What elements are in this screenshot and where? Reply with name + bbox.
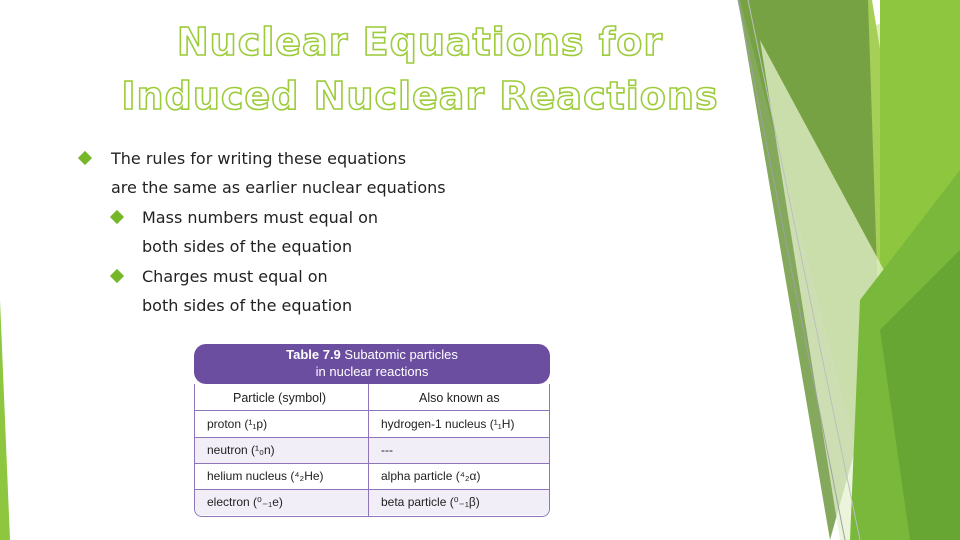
table-body [194, 384, 550, 517]
column-header-also-known-as: Also known as [419, 391, 500, 405]
table-cell: proton (¹₁p) [207, 417, 268, 431]
table-divider [195, 489, 549, 490]
title-line-2: Induced Nuclear Reactions [121, 74, 719, 118]
table-number: Table 7.9 [286, 347, 341, 362]
table-cell: electron (⁰₋₁e) [207, 495, 283, 509]
table-cell: --- [381, 443, 393, 457]
table-column-divider [368, 384, 369, 516]
bullet-1-line-1: The rules for writing these equations [111, 149, 407, 168]
bullet-3-line-1: Charges must equal on [142, 267, 328, 286]
column-header-particle: Particle (symbol) [233, 391, 327, 405]
table-cell: beta particle (⁰₋₁β) [381, 495, 480, 509]
table-caption-line-1: Subatomic particles [344, 347, 458, 362]
subatomic-particles-table [194, 344, 550, 518]
table-row [195, 463, 549, 489]
table-cell: helium nucleus (⁴₂He) [207, 469, 324, 483]
table-cell: hydrogen-1 nucleus (¹₁H) [381, 417, 515, 431]
bullet-2-line-2: both sides of the equation [142, 237, 353, 256]
title-line-1: Nuclear Equations for [176, 20, 664, 64]
table-divider [195, 463, 549, 464]
table-caption [194, 344, 550, 384]
table-row [195, 489, 549, 515]
table-cell: alpha particle (⁴₂α) [381, 469, 481, 483]
table-cell: neutron (¹₀n) [207, 443, 275, 457]
table-row [195, 437, 549, 463]
bullet-3-line-2: both sides of the equation [142, 296, 353, 315]
bullet-2-line-1: Mass numbers must equal on [142, 208, 379, 227]
left-edge-sliver [0, 300, 10, 540]
table-header-row [195, 384, 549, 410]
table-divider [195, 437, 549, 438]
bullet-1-line-2: are the same as earlier nuclear equations [111, 178, 446, 197]
table-caption-line-2: in nuclear reactions [315, 364, 429, 379]
table-row [195, 411, 549, 437]
